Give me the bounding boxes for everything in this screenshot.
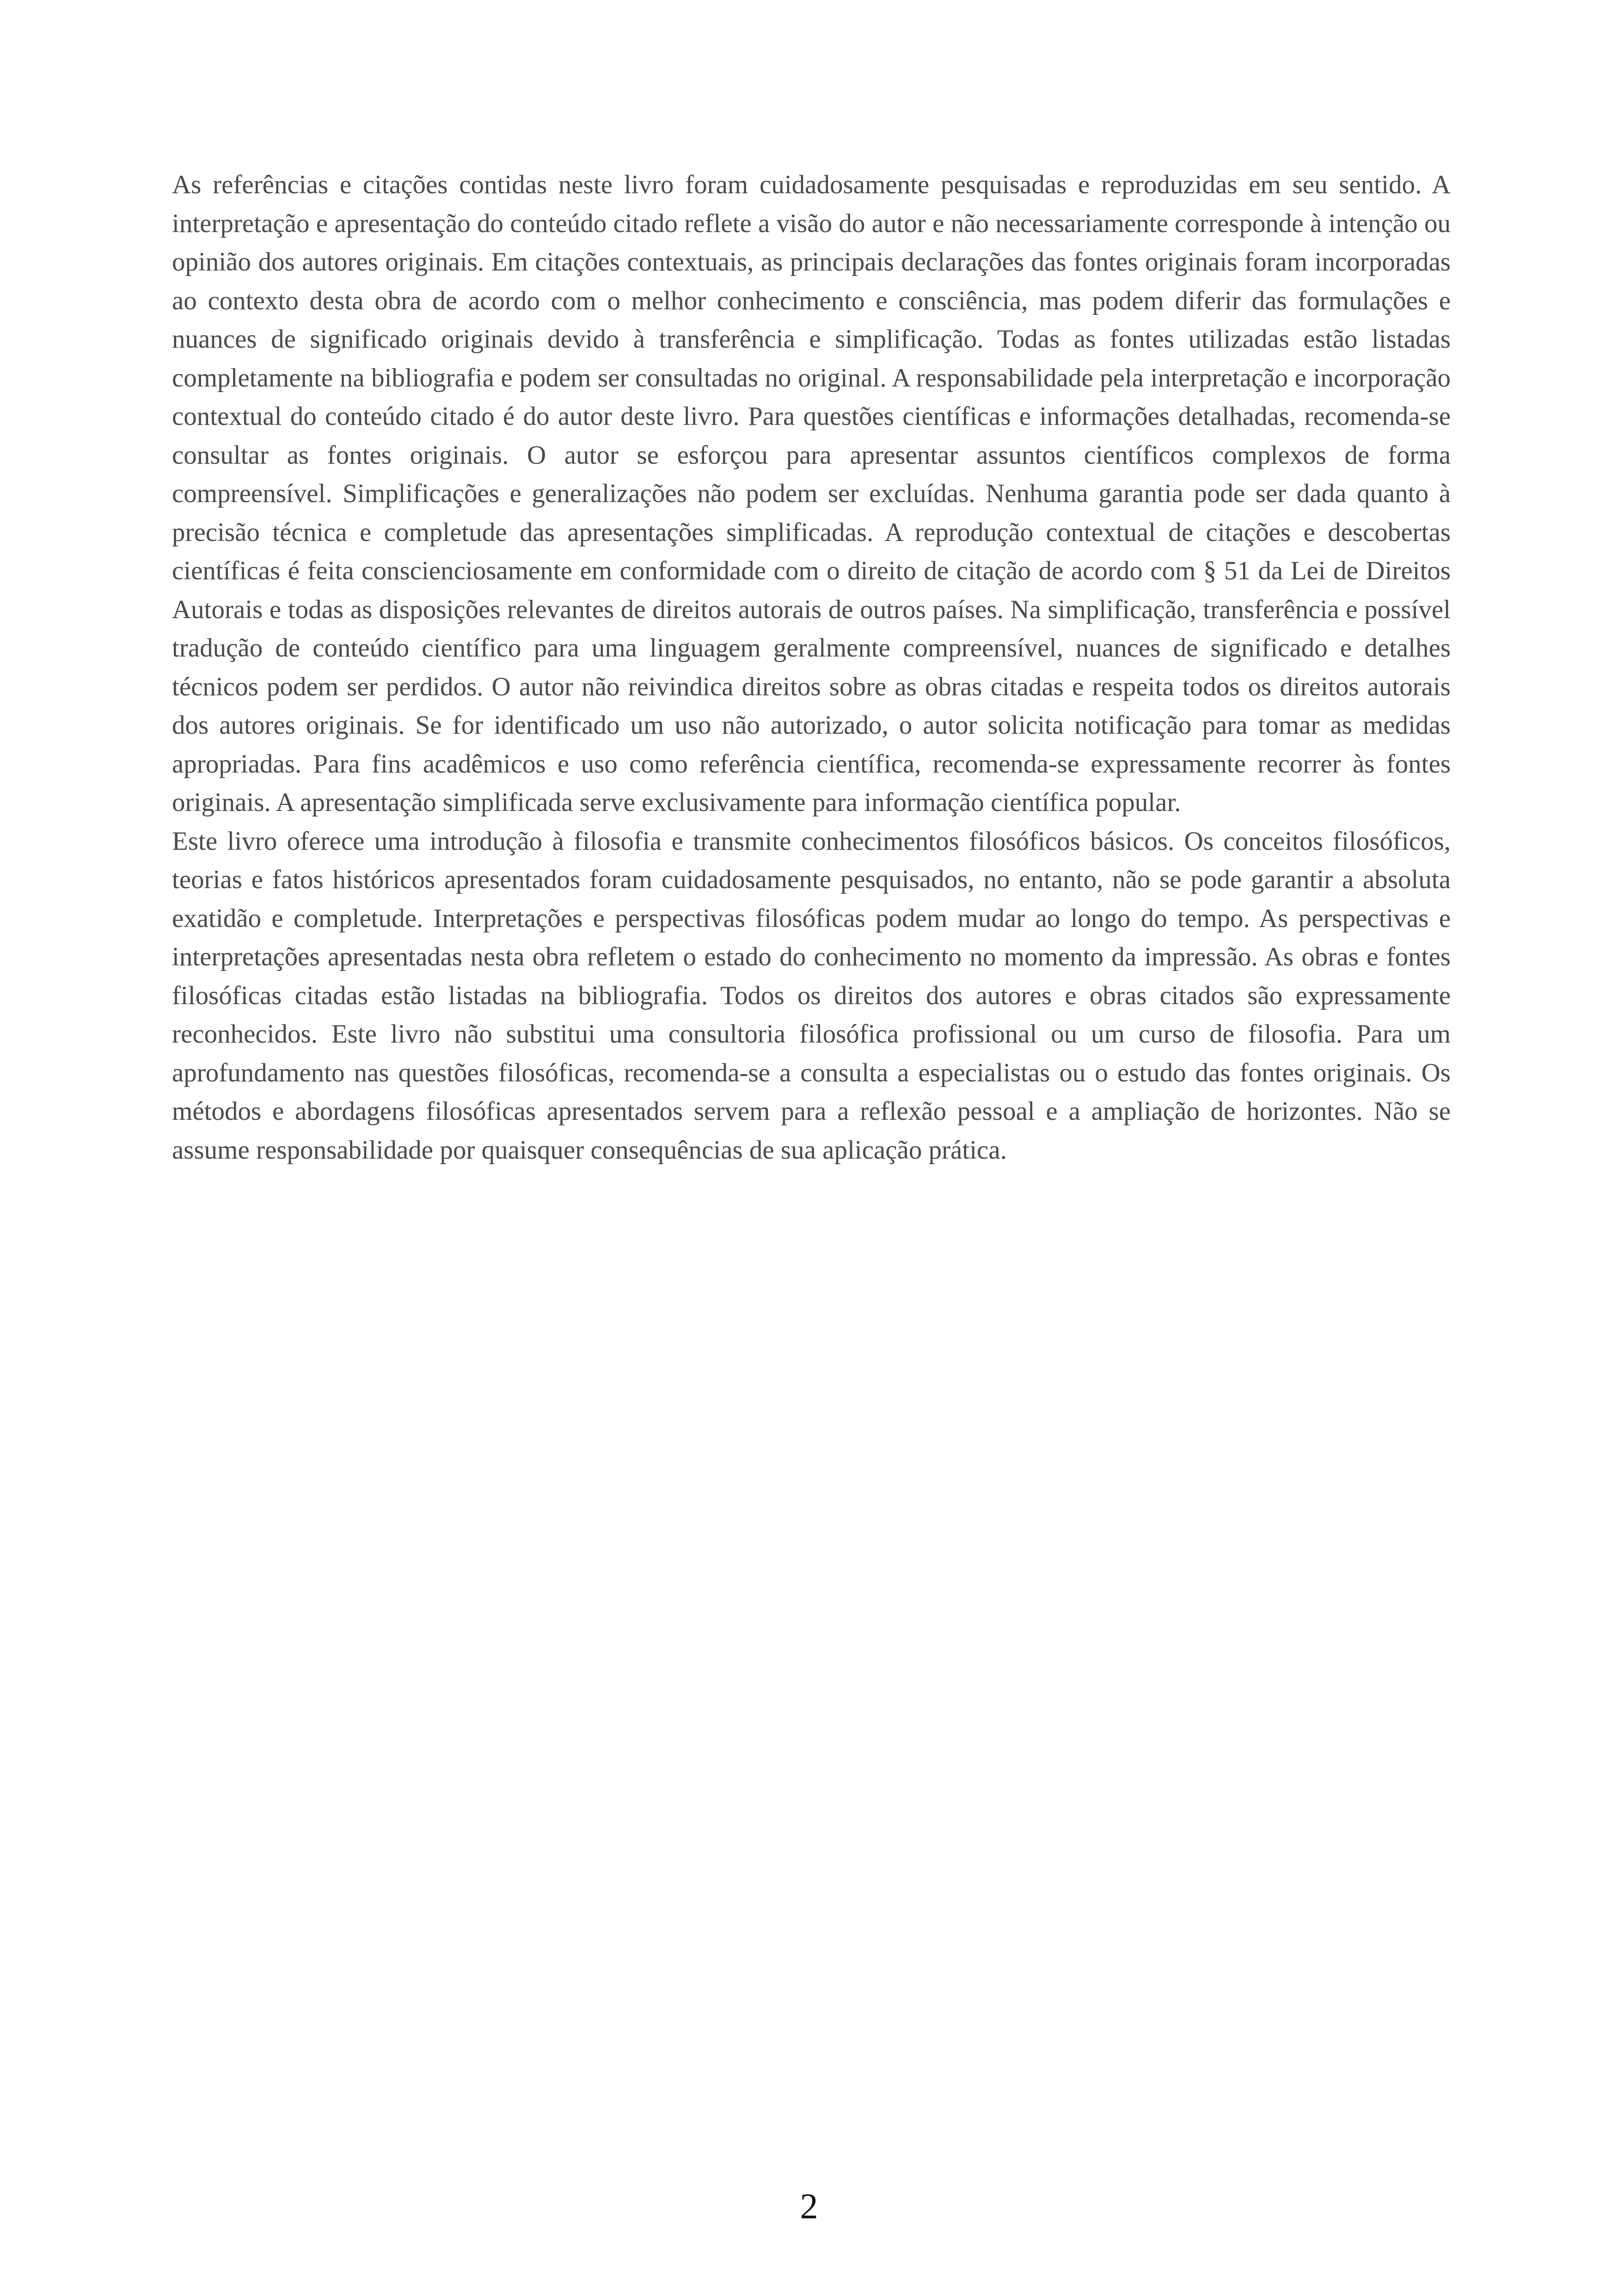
page-number: 2 (800, 2186, 818, 2226)
disclaimer-text (172, 166, 1451, 1169)
paragraph-citations-disclaimer: As referências e citações contidas neste livro foram cuidadosamente pesquisadas e reproduzidas em seu sentido. A interpretação e apresentação do conteúdo citado reflete a visão do autor e não necessariamente corresponde à intenção ou opinião dos autores originais. Em citações contextuais, as principais declarações das fontes originais foram incorporadas ao contexto desta obra de acordo com o melhor conhecimento e consciência, mas podem diferir das formulações e nuances de significado originais devido à transferência e simplificação. Todas as fontes utilizadas estão listadas completamente na bibliografia e podem ser consultadas no original. A responsabilidade pela interpretação e incorporação contextual do conteúdo citado é do autor deste livro. Para questões científicas e informações detalhadas, recomenda-se consultar as fontes originais. O autor se esforçou para apresentar assuntos científicos complexos de forma compreensível. Simplificações e generalizações não podem ser excluídas. Nenhuma garantia pode ser dada quanto à precisão técnica e completude das apresentações simplificadas. A reprodução contextual de citações e descobertas científicas é feita conscienciosamente em conformidade com o direito de citação de acordo com § 51 da Lei de Direitos Autorais e todas as disposições relevantes de direitos autorais de outros países. Na simplificação, transferência e possível tradução de conteúdo científico para uma linguagem geralmente compreensível, nuances de significado e detalhes técnicos podem ser perdidos. O autor não reivindica direitos sobre as obras citadas e respeita todos os direitos autorais dos autores originais. Se for identificado um uso não autorizado, o autor solicita notificação para tomar as medidas apropriadas. Para fins acadêmicos e uso como referência científica, recomenda-se expressamente recorrer às fontes originais. A apresentação simplificada serve exclusivamente para informação científica popular. (172, 170, 1451, 817)
paragraph-philosophy-disclaimer: Este livro oferece uma introdução à filosofia e transmite conhecimentos filosóficos básicos. Os conceitos filosóficos, teorias e fatos históricos apresentados foram cuidadosamente pesquisados, no entanto, não se pode garantir a absoluta exatidão e completude. Interpretações e perspectivas filosóficas podem mudar ao longo do tempo. As perspectivas e interpretações apresentadas nesta obra refletem o estado do conhecimento no momento da impressão. As obras e fontes filosóficas citadas estão listadas na bibliografia. Todos os direitos dos autores e obras citados são expressamente reconhecidos. Este livro não substitui uma consultoria filosófica profissional ou um curso de filosofia. Para um aprofundamento nas questões filosóficas, recomenda-se a consulta a especialistas ou o estudo das fontes originais. Os métodos e abordagens filosóficas apresentados servem para a reflexão pessoal e a ampliação de horizontes. Não se assume responsabilidade por quaisquer consequências de sua aplicação prática. (172, 826, 1451, 1165)
